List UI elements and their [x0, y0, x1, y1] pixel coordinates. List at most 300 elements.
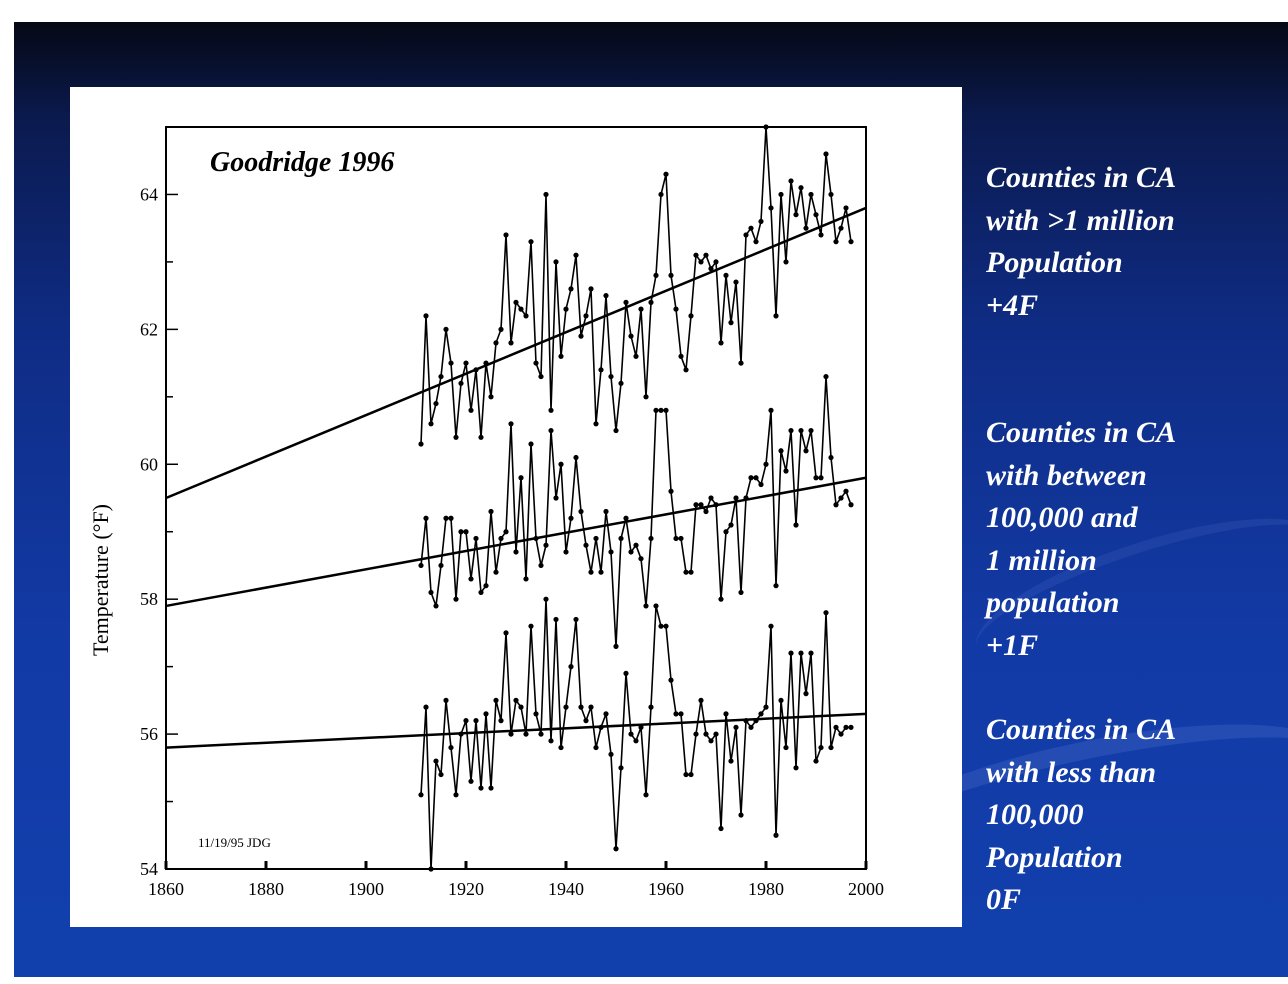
point-0-1991: [818, 232, 823, 237]
point-2-1940: [563, 705, 568, 710]
point-2-1995: [838, 731, 843, 736]
point-1-1943: [578, 509, 583, 514]
point-2-1956: [643, 792, 648, 797]
point-2-1913: [428, 866, 433, 871]
point-0-1946: [593, 421, 598, 426]
point-1-1912: [423, 516, 428, 521]
point-2-1921: [468, 779, 473, 784]
point-1-1927: [498, 536, 503, 541]
point-2-1929: [508, 731, 513, 736]
point-0-1953: [628, 334, 633, 339]
point-2-1994: [833, 725, 838, 730]
point-1-1922: [473, 536, 478, 541]
point-0-1918: [453, 435, 458, 440]
point-0-1937: [548, 408, 553, 413]
temperature-chart: [70, 87, 962, 927]
point-2-1959: [658, 624, 663, 629]
point-0-1969: [708, 266, 713, 271]
point-0-1979: [758, 219, 763, 224]
x-tick-label-1900: 1900: [348, 879, 384, 899]
point-1-1955: [638, 556, 643, 561]
point-1-1924: [483, 583, 488, 588]
point-0-1996: [843, 205, 848, 210]
point-1-1980: [763, 462, 768, 467]
legend-large-line-4: +4F: [986, 288, 1039, 322]
point-1-1968: [703, 509, 708, 514]
legend-group-large: [986, 157, 1286, 327]
point-1-1974: [733, 495, 738, 500]
point-1-1988: [803, 448, 808, 453]
trend-line-2: [166, 714, 866, 748]
point-1-1965: [688, 570, 693, 575]
legend-small-line-4: Population: [986, 840, 1123, 874]
point-0-1934: [533, 360, 538, 365]
point-0-1989: [808, 192, 813, 197]
point-2-1967: [698, 698, 703, 703]
point-1-1964: [683, 570, 688, 575]
point-2-1974: [733, 725, 738, 730]
trend-line-0: [166, 208, 866, 498]
point-1-1948: [603, 509, 608, 514]
point-2-1960: [663, 624, 668, 629]
point-1-1956: [643, 603, 648, 608]
point-2-1922: [473, 718, 478, 723]
point-1-1944: [583, 543, 588, 548]
point-2-1927: [498, 718, 503, 723]
point-1-1971: [718, 597, 723, 602]
point-1-1914: [433, 603, 438, 608]
point-0-1960: [663, 172, 668, 177]
point-2-1969: [708, 738, 713, 743]
point-1-1949: [608, 549, 613, 554]
legend-small-line-3: 100,000: [986, 798, 1084, 831]
point-2-1993: [828, 745, 833, 750]
point-0-1959: [658, 192, 663, 197]
point-2-1983: [778, 698, 783, 703]
point-2-1941: [568, 664, 573, 669]
point-0-1967: [698, 259, 703, 264]
point-0-1986: [793, 212, 798, 217]
point-2-1930: [513, 698, 518, 703]
point-0-1950: [613, 428, 618, 433]
point-1-1942: [573, 455, 578, 460]
point-1-1969: [708, 495, 713, 500]
point-1-1958: [653, 408, 658, 413]
point-1-1979: [758, 482, 763, 487]
point-2-1990: [813, 758, 818, 763]
point-0-1951: [618, 381, 623, 386]
y-tick-label-54: 54: [140, 859, 158, 879]
legend-small-line-2: with less than: [986, 755, 1157, 789]
point-0-1911: [418, 441, 423, 446]
point-2-1981: [768, 624, 773, 629]
point-2-1939: [558, 745, 563, 750]
point-0-1919: [458, 381, 463, 386]
point-2-1948: [603, 711, 608, 716]
point-0-1987: [798, 185, 803, 190]
point-2-1925: [488, 785, 493, 790]
point-1-1947: [598, 570, 603, 575]
point-2-1961: [668, 678, 673, 683]
point-0-1980: [763, 124, 768, 129]
legend-large-line-2: with >1 million: [986, 203, 1175, 237]
series-line-0: [421, 127, 851, 444]
point-1-1984: [783, 468, 788, 473]
point-2-1912: [423, 705, 428, 710]
point-1-1950: [613, 644, 618, 649]
y-tick-label-64: 64: [140, 184, 158, 205]
point-0-1921: [468, 408, 473, 413]
point-1-1918: [453, 597, 458, 602]
point-0-1914: [433, 401, 438, 406]
point-0-1917: [448, 360, 453, 365]
point-0-1972: [723, 273, 728, 278]
point-2-1911: [418, 792, 423, 797]
point-0-1935: [538, 374, 543, 379]
point-2-1986: [793, 765, 798, 770]
point-0-1938: [553, 259, 558, 264]
point-1-1923: [478, 590, 483, 595]
x-tick-label-1860: 1860: [148, 879, 184, 899]
point-2-1931: [518, 705, 523, 710]
point-1-1917: [448, 516, 453, 521]
point-2-1945: [588, 705, 593, 710]
point-0-1982: [773, 313, 778, 318]
point-2-1935: [538, 731, 543, 736]
point-1-1994: [833, 502, 838, 507]
point-0-1988: [803, 226, 808, 231]
point-2-1936: [543, 597, 548, 602]
point-1-1967: [698, 502, 703, 507]
point-2-1965: [688, 772, 693, 777]
point-0-1930: [513, 300, 518, 305]
y-tick-label-62: 62: [140, 319, 158, 340]
point-1-1970: [713, 502, 718, 507]
legend-group-small: [986, 709, 1286, 922]
point-0-1936: [543, 192, 548, 197]
point-0-1915: [438, 374, 443, 379]
point-1-1959: [658, 408, 663, 413]
point-1-1982: [773, 583, 778, 588]
point-2-1915: [438, 772, 443, 777]
point-0-1925: [488, 394, 493, 399]
point-2-1996: [843, 725, 848, 730]
point-2-1951: [618, 765, 623, 770]
point-1-1987: [798, 428, 803, 433]
point-2-1988: [803, 691, 808, 696]
point-1-1919: [458, 529, 463, 534]
point-2-1992: [823, 610, 828, 615]
point-0-1947: [598, 367, 603, 372]
point-0-1965: [688, 313, 693, 318]
point-0-1966: [693, 253, 698, 258]
point-2-1963: [678, 711, 683, 716]
point-0-1975: [738, 360, 743, 365]
point-1-1938: [553, 495, 558, 500]
point-1-1992: [823, 374, 828, 379]
legend-medium-line-2: with between: [986, 458, 1147, 492]
point-2-1984: [783, 745, 788, 750]
point-1-1996: [843, 489, 848, 494]
point-2-1944: [583, 718, 588, 723]
point-0-1971: [718, 340, 723, 345]
point-2-1991: [818, 745, 823, 750]
point-2-1978: [753, 718, 758, 723]
point-2-1926: [493, 698, 498, 703]
point-0-1920: [463, 360, 468, 365]
point-1-1976: [743, 495, 748, 500]
point-1-1913: [428, 590, 433, 595]
point-0-1933: [528, 239, 533, 244]
point-2-1985: [788, 651, 793, 656]
point-1-1933: [528, 441, 533, 446]
x-tick-label-1880: 1880: [248, 879, 284, 899]
point-0-1941: [568, 286, 573, 291]
point-2-1953: [628, 731, 633, 736]
point-2-1916: [443, 698, 448, 703]
point-0-1995: [838, 226, 843, 231]
point-0-1977: [748, 226, 753, 231]
point-0-1984: [783, 259, 788, 264]
point-2-1976: [743, 718, 748, 723]
point-2-1971: [718, 826, 723, 831]
point-0-1949: [608, 374, 613, 379]
point-1-1941: [568, 516, 573, 521]
point-0-1942: [573, 253, 578, 258]
point-1-1937: [548, 428, 553, 433]
point-2-1952: [623, 671, 628, 676]
point-1-1928: [503, 529, 508, 534]
chart-figure: [70, 87, 962, 927]
point-0-1916: [443, 327, 448, 332]
point-2-1968: [703, 731, 708, 736]
point-2-1932: [523, 731, 528, 736]
point-1-1957: [648, 536, 653, 541]
point-0-1922: [473, 367, 478, 372]
point-1-1973: [728, 522, 733, 527]
point-1-1931: [518, 475, 523, 480]
point-1-1921: [468, 576, 473, 581]
point-0-1913: [428, 421, 433, 426]
point-2-1982: [773, 833, 778, 838]
point-0-1997: [848, 239, 853, 244]
point-0-1929: [508, 340, 513, 345]
legend-small-line-1: Counties in CA: [986, 713, 1177, 746]
legend-large-line-3: Population: [986, 246, 1123, 279]
point-0-1940: [563, 307, 568, 312]
x-tick-label-1940: 1940: [548, 879, 584, 899]
point-0-1990: [813, 212, 818, 217]
point-2-1942: [573, 617, 578, 622]
point-2-1962: [673, 711, 678, 716]
point-2-1975: [738, 812, 743, 817]
series-line-1: [421, 377, 851, 647]
point-2-1954: [633, 738, 638, 743]
legend-medium-line-5: population: [986, 586, 1120, 619]
chart-stamp: 11/19/95 JDG: [198, 835, 271, 850]
point-2-1937: [548, 738, 553, 743]
point-1-1953: [628, 549, 633, 554]
point-2-1924: [483, 711, 488, 716]
point-1-1952: [623, 516, 628, 521]
point-2-1957: [648, 705, 653, 710]
point-2-1947: [598, 725, 603, 730]
point-0-1939: [558, 354, 563, 359]
point-0-1923: [478, 435, 483, 440]
point-1-1946: [593, 536, 598, 541]
point-0-1955: [638, 307, 643, 312]
point-1-1915: [438, 563, 443, 568]
point-0-1992: [823, 151, 828, 156]
slide: [14, 22, 1288, 977]
point-1-1920: [463, 529, 468, 534]
point-1-1975: [738, 590, 743, 595]
point-0-1957: [648, 300, 653, 305]
legend-medium-line-1: Counties in CA: [986, 416, 1177, 449]
point-1-1981: [768, 408, 773, 413]
point-0-1943: [578, 334, 583, 339]
point-2-1964: [683, 772, 688, 777]
point-1-1966: [693, 502, 698, 507]
point-2-1997: [848, 725, 853, 730]
point-0-1926: [493, 340, 498, 345]
point-0-1928: [503, 232, 508, 237]
point-0-1963: [678, 354, 683, 359]
y-tick-label-56: 56: [140, 724, 158, 745]
point-1-1940: [563, 549, 568, 554]
point-1-1989: [808, 428, 813, 433]
point-2-1917: [448, 745, 453, 750]
point-0-1962: [673, 307, 678, 312]
point-2-1933: [528, 624, 533, 629]
point-0-1961: [668, 273, 673, 278]
point-1-1963: [678, 536, 683, 541]
point-2-1920: [463, 718, 468, 723]
chart-title: Goodridge 1996: [210, 147, 395, 178]
x-tick-label-1920: 1920: [448, 879, 484, 899]
point-2-1923: [478, 785, 483, 790]
point-0-1924: [483, 360, 488, 365]
y-axis-label: Temperature (°F): [88, 503, 113, 657]
point-0-1994: [833, 239, 838, 244]
point-2-1934: [533, 711, 538, 716]
legend-medium-line-6: +1F: [986, 628, 1039, 662]
point-1-1972: [723, 529, 728, 534]
point-0-1983: [778, 192, 783, 197]
point-2-1914: [433, 758, 438, 763]
point-1-1925: [488, 509, 493, 514]
point-2-1979: [758, 711, 763, 716]
y-tick-label-60: 60: [140, 454, 158, 475]
legend-group-medium: [986, 412, 1286, 667]
point-1-1990: [813, 475, 818, 480]
point-0-1973: [728, 320, 733, 325]
point-0-1954: [633, 354, 638, 359]
point-1-1977: [748, 475, 753, 480]
point-1-1995: [838, 495, 843, 500]
point-0-1974: [733, 280, 738, 285]
point-2-1919: [458, 731, 463, 736]
point-0-1978: [753, 239, 758, 244]
point-0-1931: [518, 307, 523, 312]
point-0-1932: [523, 313, 528, 318]
point-2-1970: [713, 731, 718, 736]
point-1-1983: [778, 448, 783, 453]
point-2-1977: [748, 725, 753, 730]
point-2-1928: [503, 630, 508, 635]
point-1-1932: [523, 576, 528, 581]
legend-small-line-5: 0F: [986, 883, 1022, 916]
point-0-1948: [603, 293, 608, 298]
point-1-1945: [588, 570, 593, 575]
point-0-1958: [653, 273, 658, 278]
point-2-1987: [798, 651, 803, 656]
point-1-1961: [668, 489, 673, 494]
point-0-1952: [623, 300, 628, 305]
point-2-1980: [763, 705, 768, 710]
point-2-1950: [613, 846, 618, 851]
point-2-1966: [693, 731, 698, 736]
point-1-1916: [443, 516, 448, 521]
x-tick-label-2000: 2000: [848, 879, 884, 899]
point-1-1978: [753, 475, 758, 480]
point-2-1972: [723, 711, 728, 716]
point-1-1993: [828, 455, 833, 460]
point-1-1929: [508, 421, 513, 426]
point-1-1986: [793, 522, 798, 527]
point-1-1997: [848, 502, 853, 507]
point-2-1989: [808, 651, 813, 656]
point-0-1912: [423, 313, 428, 318]
point-2-1973: [728, 758, 733, 763]
point-1-1935: [538, 563, 543, 568]
point-0-1993: [828, 192, 833, 197]
point-0-1981: [768, 205, 773, 210]
point-0-1956: [643, 394, 648, 399]
point-1-1962: [673, 536, 678, 541]
point-0-1927: [498, 327, 503, 332]
point-0-1945: [588, 286, 593, 291]
x-tick-label-1960: 1960: [648, 879, 684, 899]
point-1-1930: [513, 549, 518, 554]
legend-medium-line-4: 1 million: [986, 543, 1097, 577]
point-1-1954: [633, 543, 638, 548]
legend-large-line-1: Counties in CA: [986, 161, 1177, 194]
point-1-1985: [788, 428, 793, 433]
point-2-1958: [653, 603, 658, 608]
point-0-1985: [788, 178, 793, 183]
y-tick-label-58: 58: [140, 589, 158, 610]
point-2-1938: [553, 617, 558, 622]
point-1-1934: [533, 536, 538, 541]
point-0-1968: [703, 253, 708, 258]
point-0-1944: [583, 313, 588, 318]
x-tick-label-1980: 1980: [748, 879, 784, 899]
point-2-1918: [453, 792, 458, 797]
series-line-2: [421, 599, 851, 869]
point-2-1946: [593, 745, 598, 750]
point-2-1955: [638, 725, 643, 730]
point-1-1960: [663, 408, 668, 413]
point-1-1911: [418, 563, 423, 568]
point-1-1936: [543, 543, 548, 548]
point-1-1951: [618, 536, 623, 541]
point-1-1991: [818, 475, 823, 480]
point-0-1964: [683, 367, 688, 372]
point-2-1949: [608, 752, 613, 757]
point-1-1926: [493, 570, 498, 575]
legend-medium-line-3: 100,000 and: [986, 501, 1138, 534]
